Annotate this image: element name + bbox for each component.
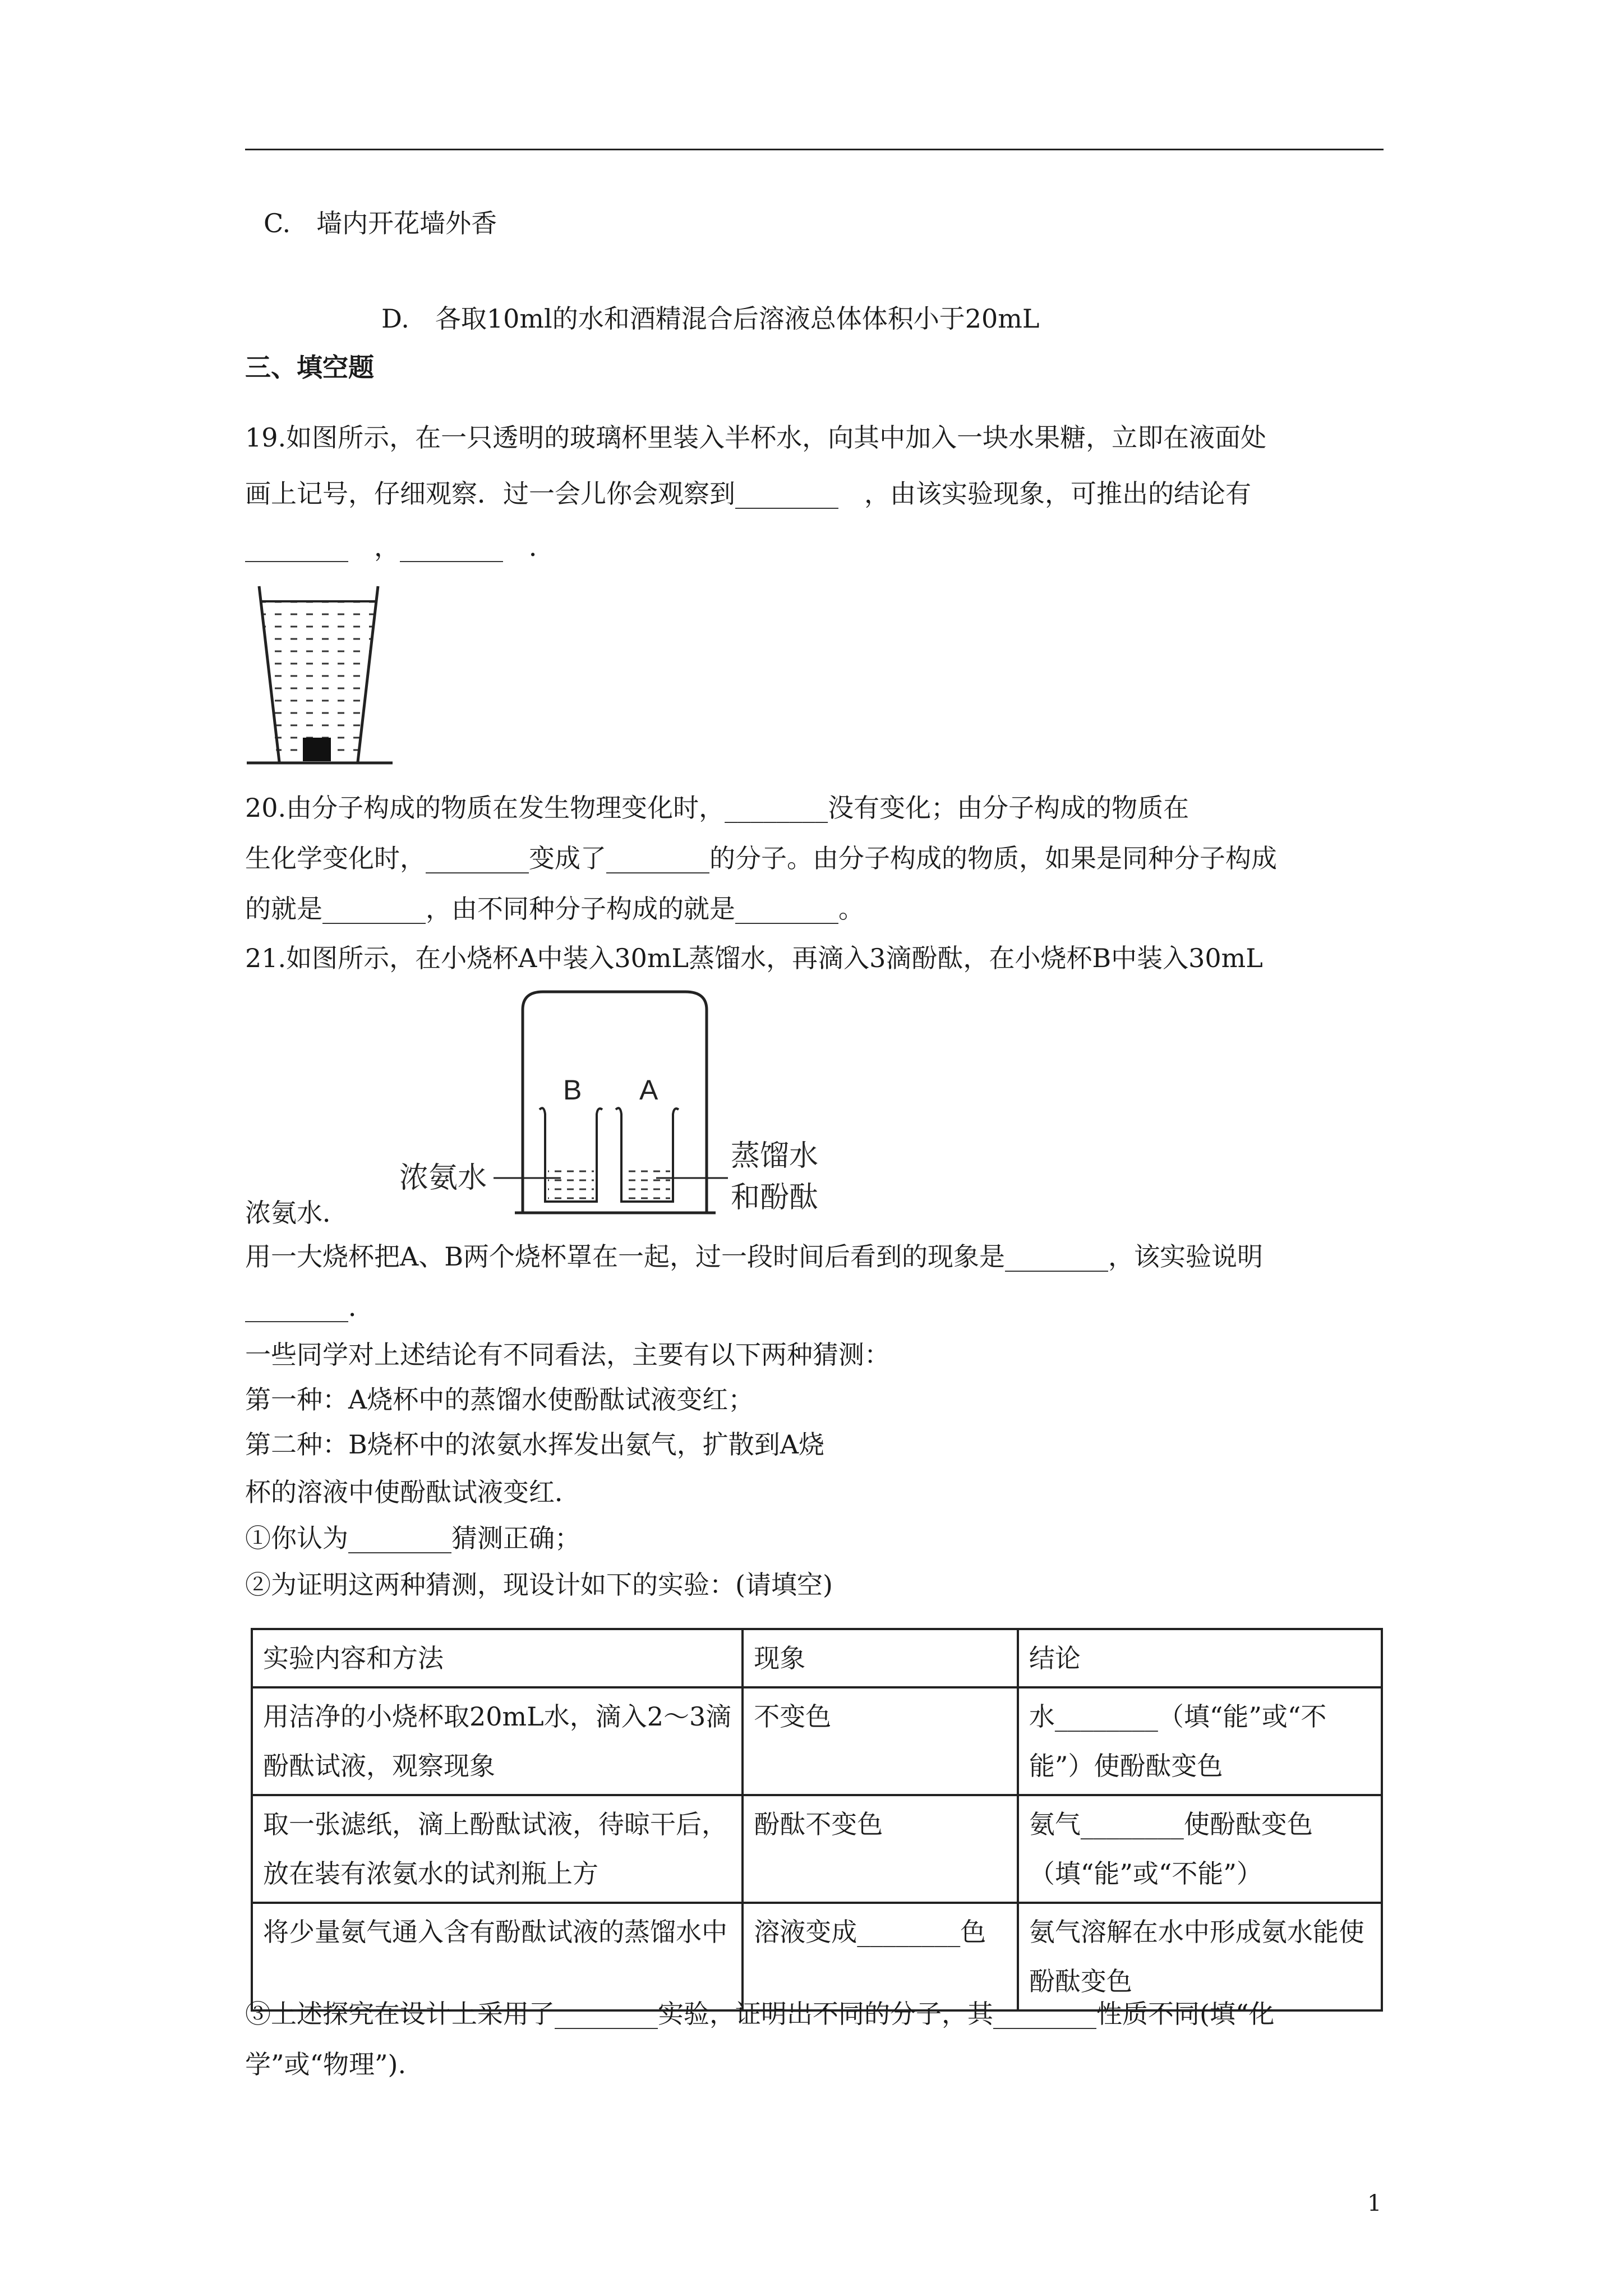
header-rule [245,149,1384,150]
table-cell: 用洁净的小烧杯取20mL水，滴入2～3滴酚酞试液，观察现象 [252,1687,743,1795]
section-title: 三、填空题 [245,352,374,383]
q21-line-1: 21.如图所示，在小烧杯A中装入30mL蒸馏水，再滴入3滴酚酞，在小烧杯B中装入30mL [245,943,1263,973]
table-row [252,1903,1382,2010]
table-cell: 不变色 [743,1687,1018,1795]
beakers-figure [393,987,875,1223]
table-cell: 溶液变成________色 [743,1903,1018,2010]
q21-line-4: ________． [245,1292,374,1322]
table-cell: 氨气________使酚酞变色（填“能”或“不能”） [1018,1795,1382,1903]
table-header: 结论 [1018,1629,1382,1687]
q21-line-12: 学”或“物理”). [245,2049,407,2079]
table-header: 现象 [743,1629,1018,1687]
q21-line-8: 杯的溶液中使酚酞试液变红． [245,1477,580,1507]
q21-line-11: ③上述探究在设计上采用了________实验，证明出不同的分子，其________性质不同(填“化 [245,1999,1275,2029]
option-c: C. 墙内开花墙外香 [264,208,497,238]
table-cell: 取一张滤纸，滴上酚酞试液，待晾干后，放在装有浓氨水的试剂瓶上方 [252,1795,743,1903]
q21-line-9: ①你认为________猜测正确； [245,1523,580,1553]
q19-line-3: ________ ，________ ． [245,532,555,562]
table-row [252,1687,1382,1795]
experiment-table [251,1628,1383,2012]
option-d: D. 各取10ml的水和酒精混合后溶液总体体积小于20mL [381,303,1040,334]
q21-line-10: ②为证明这两种猜测，现设计如下的实验：(请填空) [245,1570,833,1600]
table-cell: 酚酞不变色 [743,1795,1018,1903]
page-number: 1 [1367,2191,1382,2216]
table-row [252,1795,1382,1903]
q21-line-2: 浓氨水． [245,1198,348,1228]
q20-line-3: 的就是________，由不同种分子构成的就是________。 [245,894,864,924]
q19-line-2: 画上记号，仔细观察．过一会儿你会观察到________ ，由该实验现象，可推出的结论有 [245,478,1251,509]
q21-line-7: 第二种：B烧杯中的浓氨水挥发出氨气，扩散到A烧 [245,1429,825,1460]
table-header: 实验内容和方法 [252,1629,743,1687]
q20-line-2: 生化学变化时，________变成了________的分子。由分子构成的物质，如果是同种分子构成 [245,843,1277,873]
q21-line-6: 第一种：A烧杯中的蒸馏水使酚酞试液变红； [245,1384,754,1415]
glass-of-water-figure [241,583,398,774]
q21-line-5: 一些同学对上述结论有不同看法，主要有以下两种猜测： [245,1340,890,1370]
table-cell: 氨气溶解在水中形成氨水能使酚酞变色 [1018,1903,1382,2010]
label-phenolphthalein: 和酚酞 [731,1181,819,1214]
label-b: B [563,1074,582,1106]
q20-line-1: 20.由分子构成的物质在发生物理变化时，________没有变化；由分子构成的物质在 [245,793,1189,823]
label-concentrated-ammonia: 浓氨水 [399,1161,487,1195]
label-a: A [639,1074,658,1106]
table-header-row [252,1629,1382,1687]
table-cell: 将少量氨气通入含有酚酞试液的蒸馏水中 [252,1903,743,2010]
label-distilled-water: 蒸馏水 [731,1139,819,1173]
table-cell: 水________（填“能”或“不能”）使酚酞变色 [1018,1687,1382,1795]
q21-line-3: 用一大烧杯把A、B两个烧杯罩在一起，过一段时间后看到的现象是________，该实验说明 [245,1241,1264,1272]
q19-line-1: 19.如图所示，在一只透明的玻璃杯里装入半杯水，向其中加入一块水果糖，立即在液面处 [245,422,1267,453]
